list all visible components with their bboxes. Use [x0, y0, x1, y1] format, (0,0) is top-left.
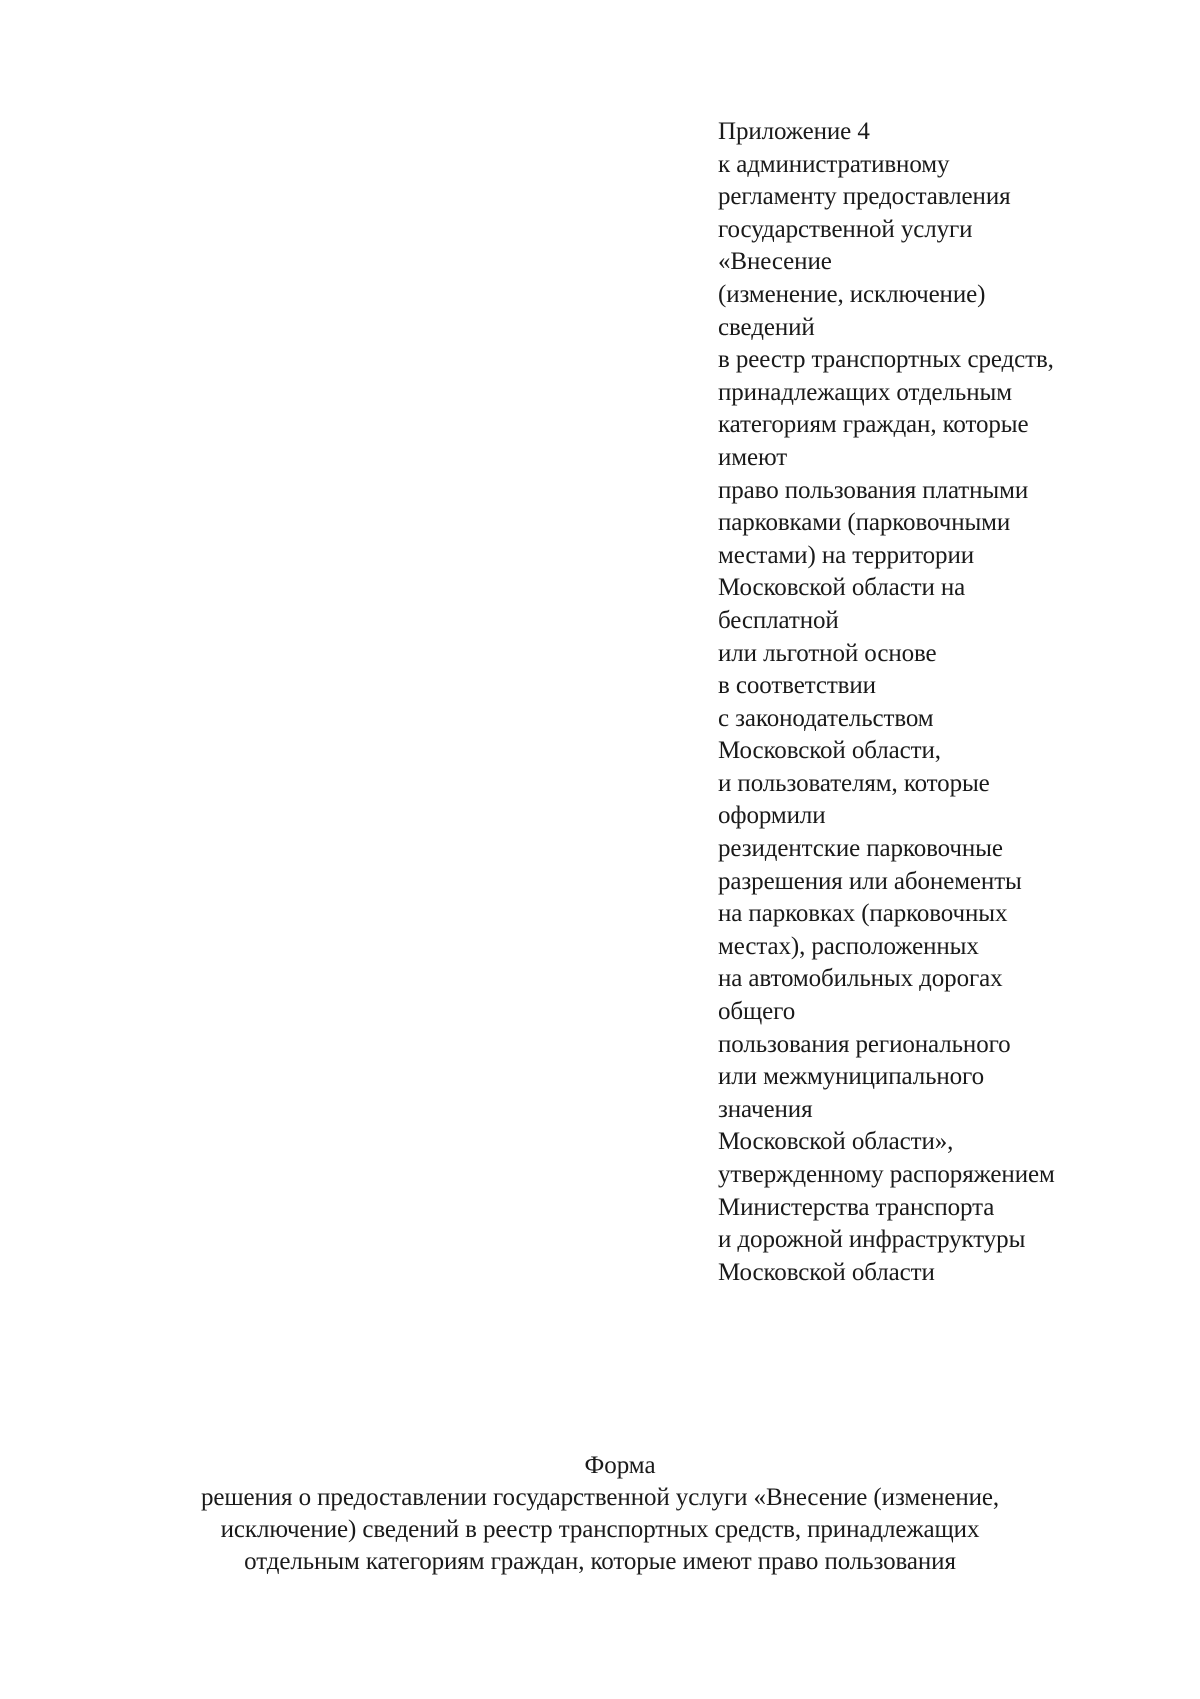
appendix-line: оформили	[718, 802, 826, 830]
appendix-line: местами) на территории	[718, 541, 975, 569]
appendix-line: Министерства транспорта	[718, 1193, 995, 1221]
appendix-line: в соответствии	[718, 672, 876, 700]
appendix-line: Московской области	[718, 1258, 935, 1286]
appendix-line: общего	[718, 998, 796, 1026]
appendix-line: местах), расположенных	[718, 932, 979, 960]
appendix-line: и пользователям, которые	[718, 769, 990, 797]
appendix-line: регламенту предоставления	[718, 183, 1011, 211]
appendix-line: с законодательством	[718, 704, 934, 732]
appendix-line: государственной услуги	[718, 215, 973, 243]
appendix-line: на автомобильных дорогах	[718, 965, 1003, 993]
appendix-line: (изменение, исключение)	[718, 280, 986, 308]
appendix-line: и дорожной инфраструктуры	[718, 1226, 1026, 1254]
appendix-line: принадлежащих отдельным	[718, 378, 1012, 406]
appendix-line: утвержденному распоряжением	[718, 1161, 1055, 1188]
appendix-line: сведений	[718, 313, 815, 341]
appendix-line: «Внесение	[718, 248, 832, 276]
appendix-line: имеют	[718, 443, 788, 471]
appendix-line: резидентские парковочные	[718, 835, 1003, 863]
appendix-line: значения	[718, 1095, 813, 1123]
appendix-line: парковками (парковочными	[718, 509, 1011, 537]
appendix-line: к административному	[718, 150, 950, 178]
appendix-line: категориям граждан, которые	[718, 411, 1029, 439]
appendix-line: бесплатной	[718, 606, 839, 634]
appendix-line: или льготной основе	[718, 639, 937, 667]
appendix-line: Московской области»,	[718, 1128, 954, 1156]
appendix-reference-block	[718, 116, 1188, 1289]
form-heading	[0, 1450, 1200, 1578]
appendix-line: в реестр транспортных средств,	[718, 346, 1054, 374]
appendix-line: право пользования платными	[718, 476, 1029, 504]
form-title: Форма	[584, 1452, 656, 1479]
form-title-line: исключение) сведений в реестр транспортных средств, принадлежащих	[220, 1516, 980, 1543]
appendix-line: разрешения или абонементы	[718, 867, 1022, 895]
appendix-line: на парковках (парковочных	[718, 900, 1008, 928]
appendix-line: Приложение 4	[718, 118, 870, 145]
form-title-line: решения о предоставлении государственной услуги «Внесение (изменение,	[200, 1484, 1000, 1511]
appendix-line: Московской области,	[718, 737, 941, 765]
appendix-line: пользования регионального	[718, 1030, 1011, 1058]
appendix-line: Московской области на	[718, 574, 966, 602]
form-title-line: отдельным категориям граждан, которые имеют право пользования	[244, 1548, 956, 1575]
appendix-line: или межмуниципального	[718, 1063, 984, 1091]
